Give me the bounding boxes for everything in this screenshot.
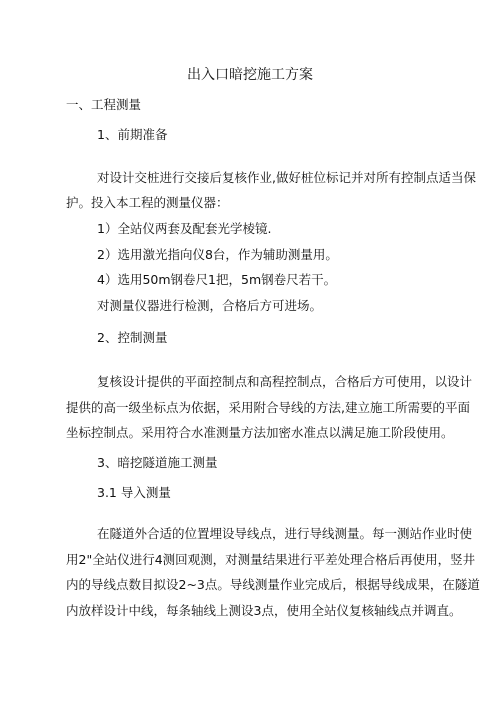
- paragraph-line: 提供的高一级坐标点为依据，采用附合导线的方法,建立施工所需要的平面: [66, 400, 470, 415]
- subsection-heading: 3、暗挖隧道施工测量: [97, 455, 218, 470]
- paragraph-line: 内放样设计中线，每条轴线上测设3点，使用全站仪复核轴线点并调直。: [66, 603, 462, 618]
- paragraph-line: 坐标控制点。采用符合水准测量方法加密水准点以满足施工阶段使用。: [66, 425, 454, 440]
- paragraph-line: 用2"全站仪进行4测回观测，对测量结果进行平差处理合格后再使用，竖井: [66, 552, 476, 567]
- subsection-heading: 1、前期准备: [97, 127, 168, 142]
- paragraph-line: 在隧道外合适的位置埋设导线点，进行导线测量。每一测站作业时使: [97, 526, 473, 541]
- paragraph-line: 内的导线点数目拟设2~3点。导线测量作业完成后，根据导线成果，在隧道: [66, 577, 480, 592]
- list-item: 1）全站仪两套及配套光学棱镜.: [97, 221, 272, 236]
- list-item: 2）选用激光指向仪8台，作为辅助测量用。: [97, 247, 338, 262]
- section-heading: 一、工程测量: [66, 97, 142, 112]
- paragraph-line: 护。投入本工程的测量仪器：: [66, 195, 229, 210]
- document-title: 出入口暗挖施工方案: [187, 67, 313, 83]
- paragraph-line: 复核设计提供的平面控制点和高程控制点，合格后方可使用，以设计: [97, 374, 473, 389]
- subsection-heading: 2、控制测量: [97, 330, 168, 345]
- paragraph-line: 对设计交桩进行交接后复核作业,做好桩位标记并对所有控制点适当保: [97, 170, 476, 185]
- list-item: 4）选用50m钢卷尺1把，5m钢卷尺若干。: [97, 272, 337, 287]
- subsection-heading: 3.1 导入测量: [97, 485, 171, 500]
- paragraph-line: 对测量仪器进行检测，合格后方可进场。: [97, 298, 323, 313]
